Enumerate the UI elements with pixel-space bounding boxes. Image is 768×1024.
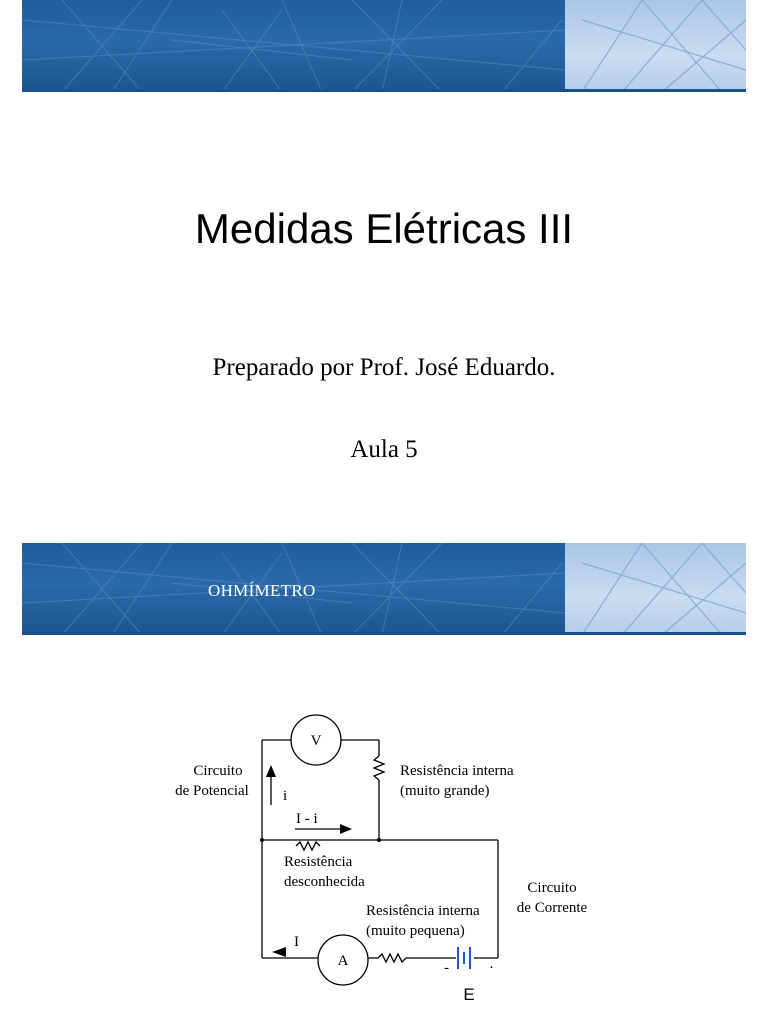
header-banner (22, 0, 746, 92)
unknown-resistance-label-line2: desconhecida (284, 874, 365, 890)
current-total-label: I (294, 934, 299, 950)
source-minus: - (444, 960, 449, 976)
voltmeter-resistance-label-line1: Resistência interna (400, 763, 514, 779)
tower-pattern-graphic (22, 543, 746, 635)
ohmmeter-circuit-diagram (0, 690, 768, 1024)
current-circuit-label-line1: Circuito (527, 880, 577, 896)
ammeter-resistance-label-line2: (muito pequena) (366, 923, 465, 939)
banner-rule (22, 89, 746, 92)
section-banner (22, 543, 746, 635)
junction-left (260, 838, 264, 842)
ammeter-resistance-label-line1: Resistência interna (366, 903, 480, 919)
voltmeter-symbol: V (310, 733, 322, 749)
lesson-number: Aula 5 (350, 436, 418, 463)
author-line: Preparado por Prof. José Eduardo. (212, 354, 556, 381)
unknown-resistor (296, 842, 320, 850)
unknown-resistance-label-line1: Resistência (284, 854, 353, 870)
current-difference-label: I - i (296, 811, 318, 827)
ammeter-symbol: A (337, 953, 349, 969)
voltmeter-internal-resistor (374, 756, 384, 780)
current-i-label: i (283, 788, 288, 804)
junction-right (377, 838, 381, 842)
current-total-arrowhead (272, 947, 286, 957)
current-i-arrowhead (266, 765, 276, 777)
source-symbol: E (463, 985, 475, 1004)
section-title: OHMÍMETRO (208, 581, 316, 600)
ammeter-internal-resistor (378, 954, 406, 962)
tower-pattern-graphic (22, 0, 746, 92)
banner-rule (22, 632, 746, 635)
source-dot: · (489, 960, 494, 976)
potential-circuit-label-line1: Circuito (193, 763, 243, 779)
potential-circuit-label-line2: de Potencial (175, 783, 249, 799)
voltmeter-resistance-label-line2: (muito grande) (400, 783, 490, 799)
slide-title: Medidas Elétricas III (194, 205, 574, 252)
current-circuit-label-line2: de Corrente (516, 900, 588, 916)
battery-icon (458, 947, 470, 969)
current-difference-arrowhead (340, 824, 352, 834)
